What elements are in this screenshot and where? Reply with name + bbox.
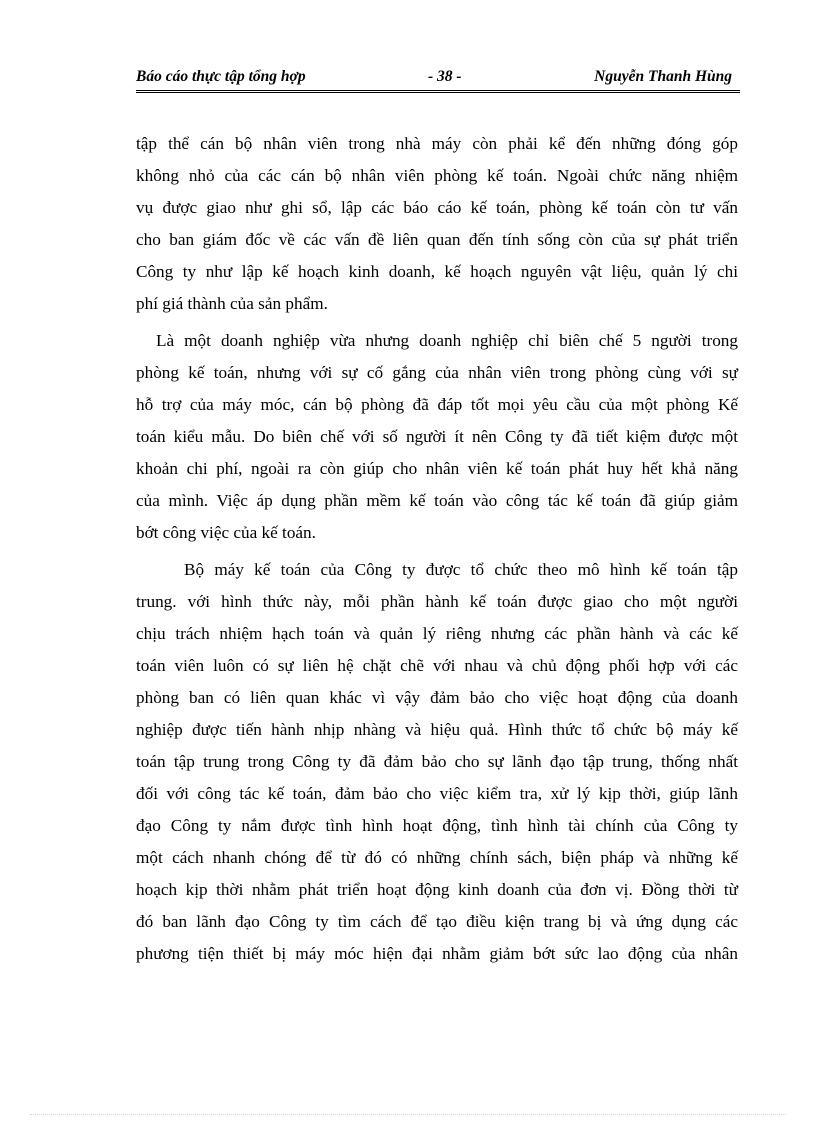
text-line: phòng kế toán, nhưng với sự cố gắng của nhân viên trong phòng cùng với sự [136, 363, 738, 382]
text-line: phương tiện thiết bị máy móc hiện đại nhằm giảm bớt sức lao động của nhân [136, 944, 738, 963]
text-line: phí giá thành của sản phẩm. [136, 294, 328, 313]
text-line: không nhỏ của các cán bộ nhân viên phòng kế toán. Ngoài chức năng nhiệm [136, 166, 738, 185]
text-line: đạo Công ty nắm được tình hình hoạt động, tình hình tài chính của Công ty [136, 816, 738, 835]
text-line: tập thể cán bộ nhân viên trong nhà máy còn phải kể đến những đóng góp [136, 134, 738, 153]
text-line: Là một doanh nghiệp vừa nhưng doanh nghiệp chỉ biên chế 5 người trong [156, 331, 738, 350]
header-report-title: Báo cáo thực tập tổng hợp [136, 68, 306, 85]
body-text [136, 128, 738, 970]
text-line: trung. với hình thức này, mỗi phần hành kế toán được giao cho một người [136, 592, 738, 611]
text-line: bớt công việc của kế toán. [136, 523, 316, 542]
page-header [136, 66, 740, 93]
text-line: toán viên luôn có sự liên hệ chặt chẽ với nhau và chủ động phối hợp với các [136, 656, 738, 675]
header-author: Nguyễn Thanh Hùng [594, 68, 732, 85]
header-page-number: - 38 - [428, 68, 462, 85]
text-line: của mình. Việc áp dụng phần mềm kế toán vào công tác kế toán đã giúp giảm [136, 491, 738, 510]
text-line: chịu trách nhiệm hạch toán và quản lý riêng nhưng các phần hành và các kế [136, 624, 738, 643]
text-line: Bộ máy kế toán của Công ty được tổ chức theo mô hình kế toán tập [184, 560, 738, 579]
text-line: toán kiểu mẫu. Do biên chế với số người ít nên Công ty đã tiết kiệm được một [136, 427, 738, 446]
text-line: hỗ trợ của máy móc, cán bộ phòng đã đáp tốt mọi yêu cầu của một phòng Kế [136, 395, 738, 414]
text-line: hoạch kịp thời nhằm phát triển hoạt động kinh doanh của đơn vị. Đồng thời từ [136, 880, 738, 899]
paragraph [136, 325, 738, 549]
text-line: đối với công tác kế toán, đảm bảo cho việc kiểm tra, xử lý kịp thời, giúp lãnh [136, 784, 738, 803]
footer-divider [30, 1114, 786, 1115]
text-line: khoản chi phí, ngoài ra còn giúp cho nhân viên kế toán phát huy hết khả năng [136, 459, 738, 478]
text-line: Công ty như lập kế hoạch kinh doanh, kế hoạch nguyên vật liệu, quản lý chi [136, 262, 738, 281]
paragraph [136, 128, 738, 320]
paragraph [136, 554, 738, 970]
text-line: phòng ban có liên quan khác vì vậy đảm bảo cho việc hoạt động của doanh [136, 688, 738, 707]
text-line: đó ban lãnh đạo Công ty tìm cách để tạo điều kiện trang bị và ứng dụng các [136, 912, 738, 931]
text-line: toán tập trung trong Công ty đã đảm bảo cho sự lãnh đạo tập trung, thống nhất [136, 752, 738, 771]
text-line: nghiệp được tiến hành nhịp nhàng và hiệu quả. Hình thức tổ chức bộ máy kế [136, 720, 738, 739]
text-line: cho ban giám đốc về các vấn đề liên quan đến tính sống còn của sự phát triển [136, 230, 738, 249]
text-line: vụ được giao như ghi sổ, lập các báo cáo kế toán, phòng kế toán còn tư vấn [136, 198, 738, 217]
text-line: một cách nhanh chóng để từ đó có những chính sách, biện pháp và những kế [136, 848, 738, 867]
